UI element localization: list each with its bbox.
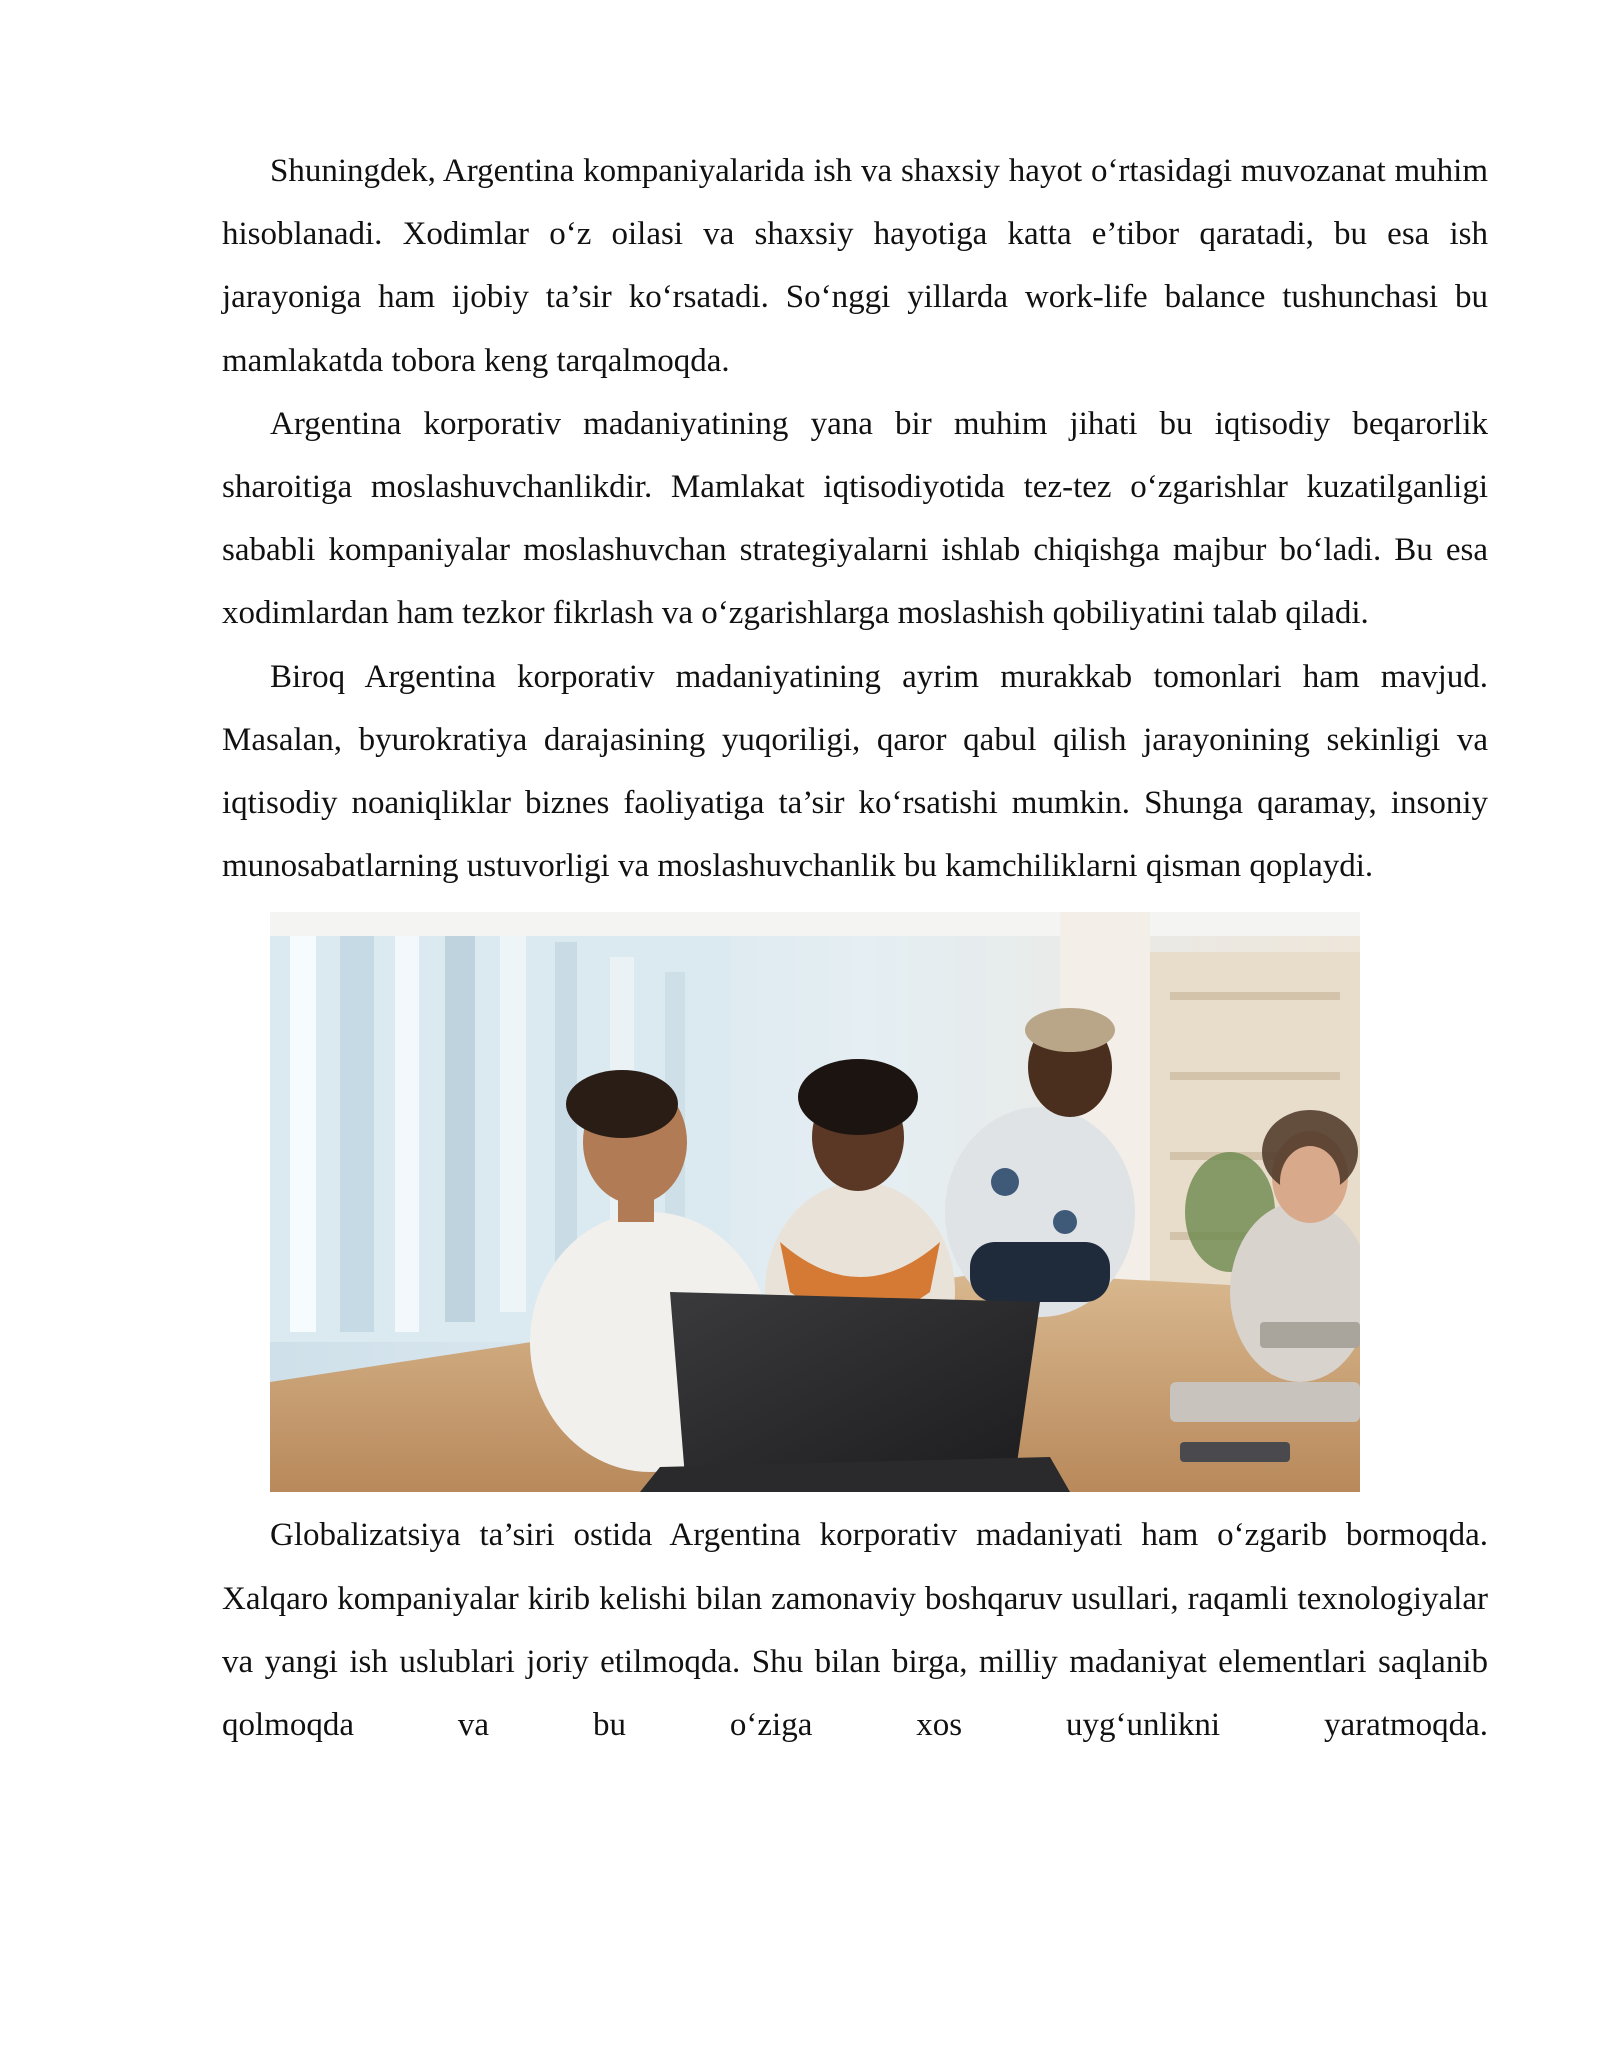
document-page bbox=[222, 140, 1488, 1757]
office-meeting-illustration bbox=[270, 912, 1360, 1492]
paragraph-work-life-balance: Shuningdek, Argentina kompaniyalarida ish va shaxsiy hayot oʻrtasidagi muvozanat muhim hisoblanadi. Xodimlar oʻz oilasi va shaxsiy hayotiga katta e’tibor qaratadi, bu esa ish jarayoniga ham ijobiy ta’sir koʻrsatadi. Soʻnggi yillarda work-life balance tushunchasi bu mamlakatda tobora keng tarqalmoqda. bbox=[222, 153, 1488, 379]
paragraph-bureaucracy: Biroq Argentina korporativ madaniyatining ayrim murakkab tomonlari ham mavjud. Masalan, byurokratiya darajasining yuqoriligi, qaror qabul qilish jarayonining sekinligi va iqtisodiy noaniqliklar biznes faoliyatiga ta’sir koʻrsatishi mumkin. Shunga qaramay, insoniy munosabatlarning ustuvorligi va moslashuvchanlik bu kamchiliklarni qisman qoplaydi. bbox=[222, 658, 1488, 885]
paragraph-economic-adaptability: Argentina korporativ madaniyatining yana bir muhim jihati bu iqtisodiy beqarorlik sharoitiga moslashuvchanlikdir. Mamlakat iqtisodiyotida tez-tez oʻzgarishlar kuzatilganligi sababli kompaniyalar moslashuvchan strategiyalarni ishlab chiqishga majbur boʻladi. Bu esa xodimlardan ham tezkor fikrlash va oʻzgarishlarga moslashish qobiliyatini talab qiladi. bbox=[222, 405, 1488, 632]
paragraph-globalization: Globalizatsiya ta’siri ostida Argentina korporativ madaniyati ham oʻzgarib bormoqda. Xalqaro kompaniyalar kirib kelishi bilan zamonaviy boshqaruv usullari, raqamli texnologiyalar va yangi ish uslublari joriy etilmoqda. Shu bilan birga, milliy madaniyat elementlari saqlanib qolmoqda va bu oʻziga xos uygʻunlikni yaratmoqda. bbox=[222, 1517, 1488, 1744]
office-meeting-photo bbox=[270, 912, 1360, 1492]
